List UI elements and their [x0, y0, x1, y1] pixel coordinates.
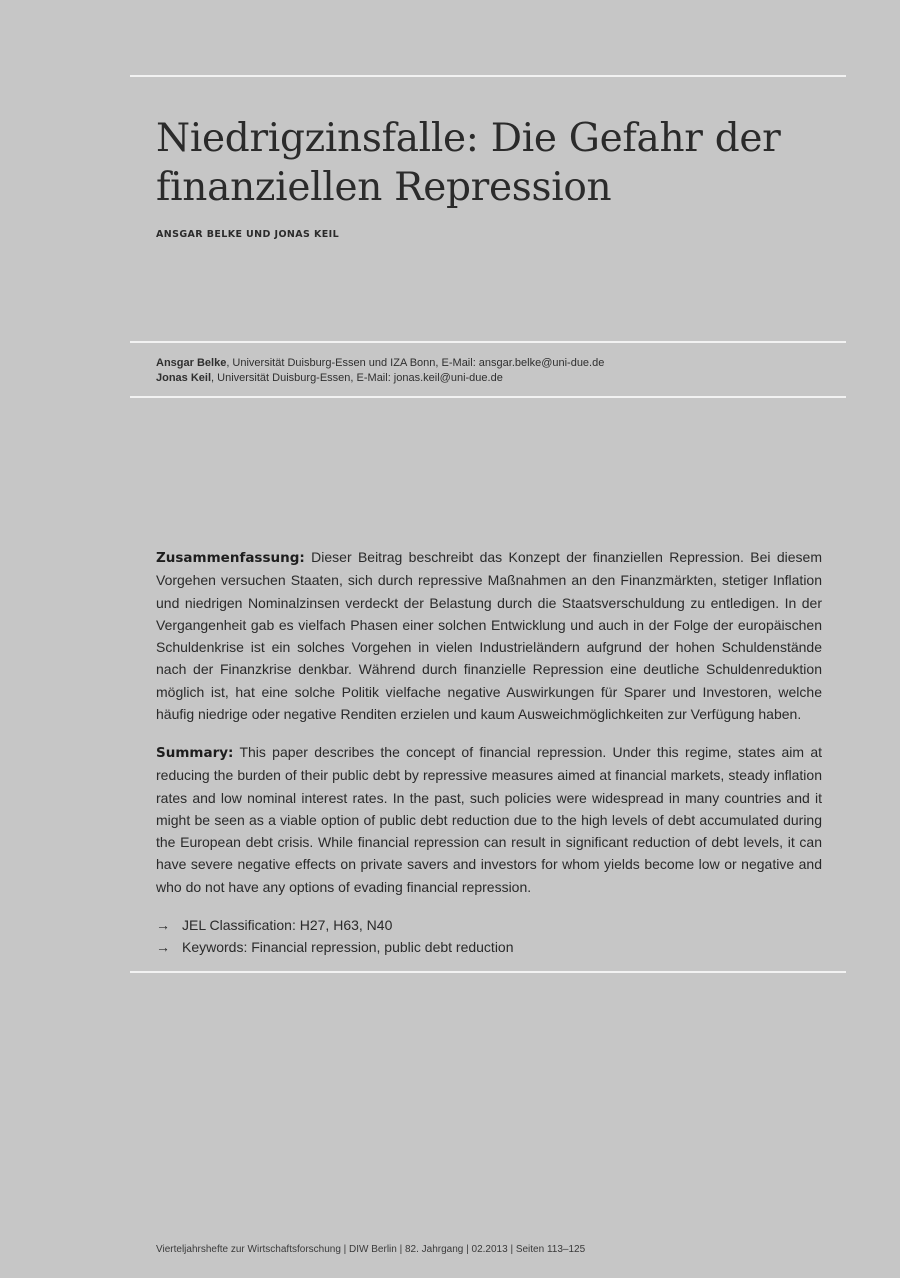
abstract-english	[156, 741, 822, 898]
affiliation-name: Jonas Keil	[156, 372, 212, 384]
abstract-german-label: Zusammenfassung:	[156, 550, 305, 566]
title-line-2: finanziellen Repression	[156, 165, 612, 210]
keywords	[156, 936, 514, 958]
bottom-divider	[130, 971, 846, 973]
article-title	[156, 114, 836, 212]
affiliation-keil	[156, 371, 836, 386]
affiliation-name: Ansgar Belke	[156, 357, 227, 369]
affiliation-detail: , Universität Duisburg-Essen, E-Mail: jonas.keil@uni-due.de	[211, 372, 503, 384]
arrow-right-icon: →	[156, 939, 170, 955]
affiliations	[156, 356, 836, 386]
jel-classification	[156, 914, 514, 936]
abstract-german-text: Dieser Beitrag beschreibt das Konzept der finanziellen Repression. Bei diesem Vorgehen versuchen Staaten, sich durch repressive Maßnahmen an den Finanzmärkten, stetiger Inflation und niedrigen Nominalzinsen verdeckt der Belastung durch die Staatsverschuldung zu entledigen. In der Vergangenheit gab es vielfach Phasen einer solchen Entwicklung und auch in der Folge der europäischen Schuldenkrise ist ein solches Vorgehen in vielen Industrieländern aufgrund der hohen Schuldenstände nach der Finanzkrise denkbar. Während durch finanzielle Repression eine deutliche Schuldenreduktion möglich ist, hat eine solche Politik vielfache negative Auswirkungen für Sparer und Investoren, welche häufig niedrige oder negative Renditen erzielen und kaum Ausweichmöglichkeiten zur Verfügung haben.	[156, 549, 822, 723]
jel-classification-text: JEL Classification: H27, H63, N40	[182, 917, 393, 933]
title-line-1: Niedrigzinsfalle: Die Gefahr der	[156, 116, 781, 161]
affiliation-bottom-divider	[130, 396, 846, 398]
affiliation-top-divider	[130, 341, 846, 343]
author-byline: ANSGAR BELKE UND JONAS KEIL	[156, 229, 340, 240]
abstract-english-label: Summary:	[156, 745, 234, 761]
affiliation-detail: , Universität Duisburg-Essen und IZA Bonn, E-Mail: ansgar.belke@uni-due.de	[226, 357, 605, 369]
abstract-german	[156, 546, 822, 725]
abstract-english-text: This paper describes the concept of financial repression. Under this regime, states aim at reducing the burden of their public debt by repressive measures aimed at financial markets, steady inflation rates and low nominal interest rates. In the past, such policies were widespread in many countries and it might be seen as a viable option of public debt reduction due to the high levels of debt accumulated during the European debt crisis. While financial repression can result in significant reduction of debt levels, it can have severe negative effects on private savers and investors for whom yields become low or negative and who do not have any options of evading financial repression.	[156, 744, 822, 895]
keywords-text: Keywords: Financial repression, public debt reduction	[182, 939, 514, 955]
arrow-right-icon: →	[156, 917, 170, 933]
affiliation-belke	[156, 356, 836, 371]
top-divider	[130, 75, 846, 77]
classification-block	[156, 914, 514, 958]
journal-footer: Vierteljahrshefte zur Wirtschaftsforschung | DIW Berlin | 82. Jahrgang | 02.2013 | Seiten 113–125	[156, 1244, 586, 1255]
